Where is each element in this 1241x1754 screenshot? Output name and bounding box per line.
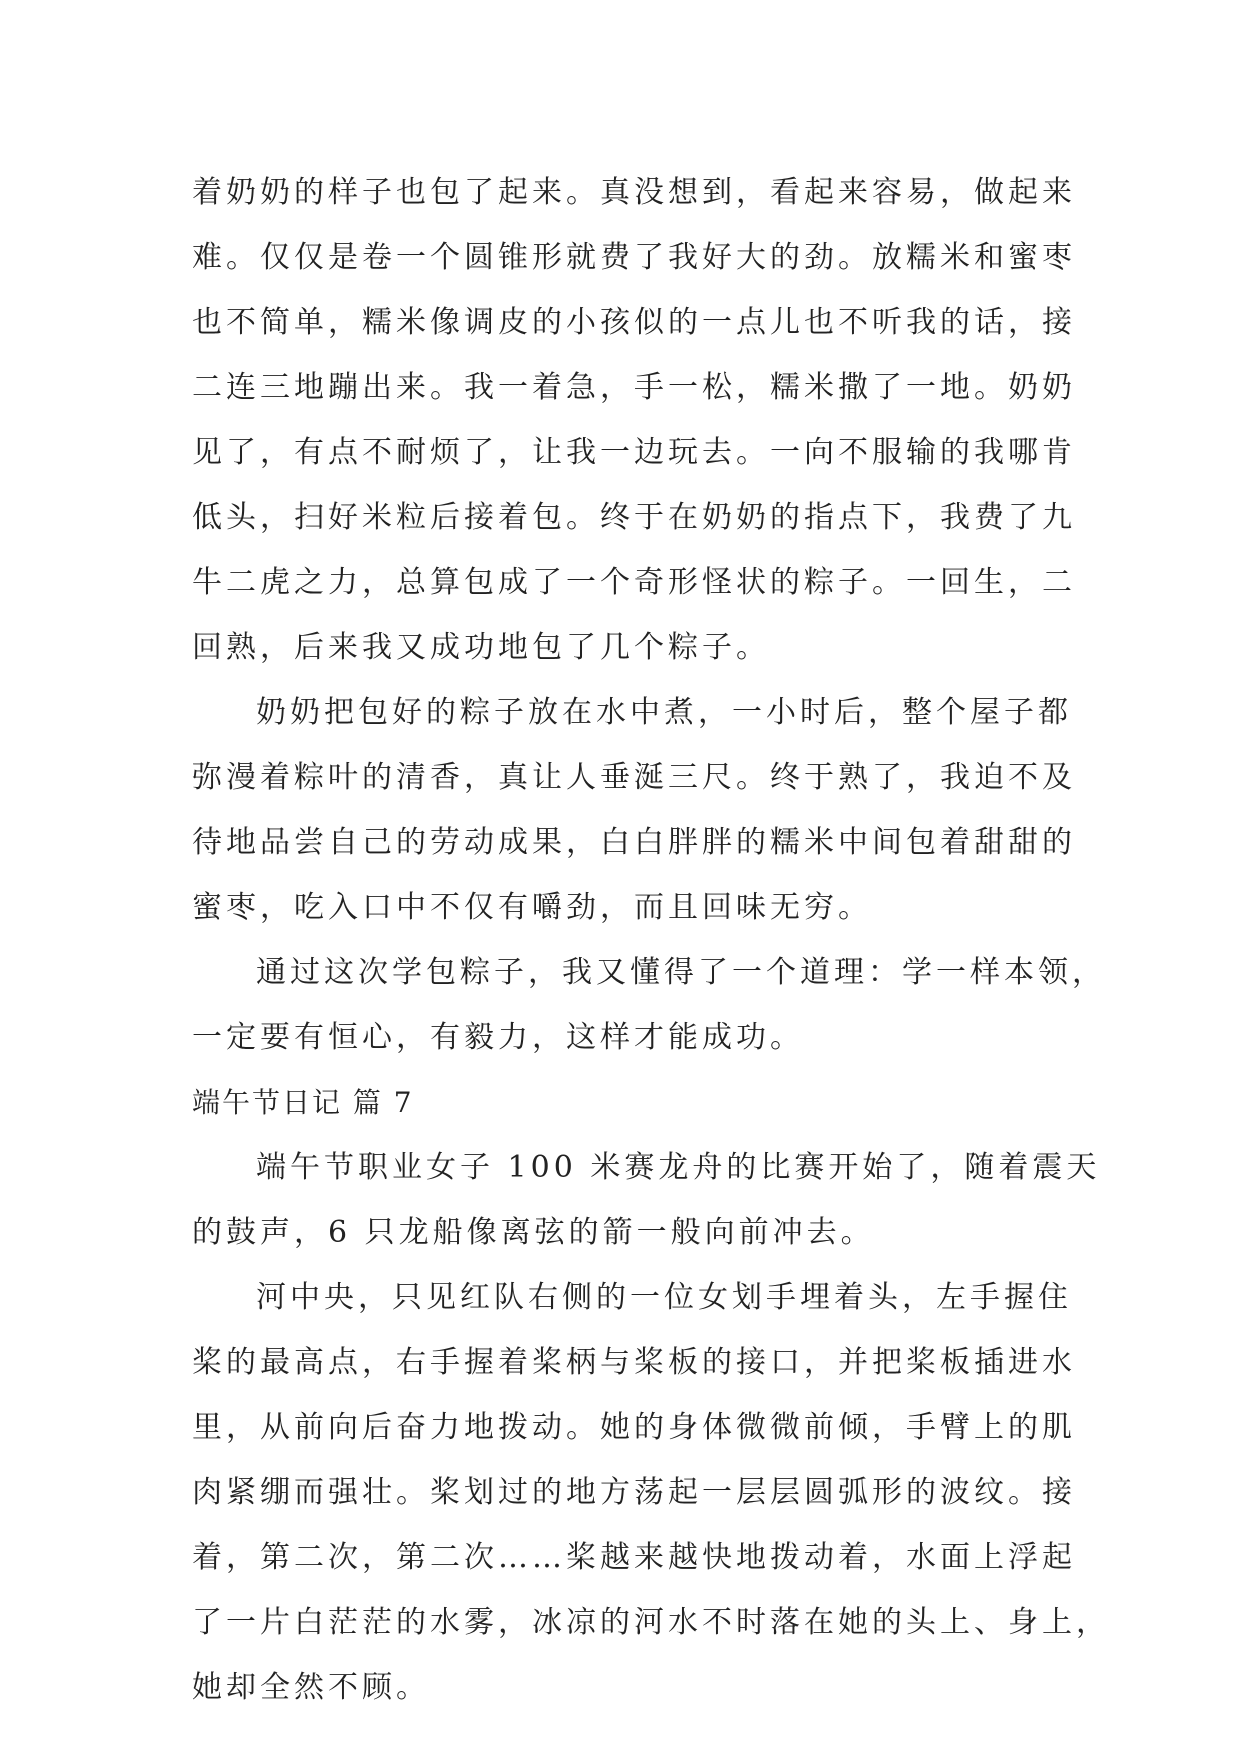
text-line: 奶奶把包好的粽子放在水中煮，一小时后，整个屋子都 (256, 695, 1072, 730)
text-line: 牛二虎之力，总算包成了一个奇形怪状的粽子。一回生，二 (192, 565, 1076, 600)
text-line: 回熟，后来我又成功地包了几个粽子。 (192, 630, 770, 665)
text-line: 的鼓声，6 只龙船像离弦的箭一般向前冲去。 (192, 1215, 875, 1250)
text-line: 着奶奶的样子也包了起来。真没想到，看起来容易，做起来 (192, 175, 1076, 210)
text-line: 河中央，只见红队右侧的一位女划手埋着头，左手握住 (256, 1280, 1072, 1315)
text-line: 待地品尝自己的劳动成果，白白胖胖的糯米中间包着甜甜的 (192, 825, 1076, 860)
paragraph-race-start (192, 1135, 1101, 1265)
paragraph-rower (192, 1265, 1110, 1720)
text-line: 她却全然不顾。 (192, 1670, 430, 1705)
text-line: 弥漫着粽叶的清香，真让人垂涎三尺。终于熟了，我迫不及 (192, 760, 1076, 795)
text-line: 了一片白茫茫的水雾，冰凉的河水不时落在她的头上、身上， (192, 1605, 1110, 1640)
text-line: 难。仅仅是卷一个圆锥形就费了我好大的劲。放糯米和蜜枣 (192, 240, 1076, 275)
text-line: 桨的最高点，右手握着桨柄与桨板的接口，并把桨板插进水 (192, 1345, 1076, 1380)
text-line: 二连三地蹦出来。我一着急，手一松，糯米撒了一地。奶奶 (192, 370, 1076, 405)
text-line: 蜜枣，吃入口中不仅有嚼劲，而且回味无穷。 (192, 890, 872, 925)
text-line: 见了，有点不耐烦了，让我一边玩去。一向不服输的我哪肯 (192, 435, 1076, 470)
text-line: 也不简单，糯米像调皮的小孩似的一点儿也不听我的话，接 (192, 305, 1076, 340)
paragraph-lesson (192, 940, 1106, 1070)
document-body (192, 160, 1110, 1720)
section-heading: 端午节日记 篇 7 (192, 1086, 414, 1119)
text-line: 着，第二次，第二次……桨越来越快地拨动着，水面上浮起 (192, 1540, 1076, 1575)
text-line: 一定要有恒心，有毅力，这样才能成功。 (192, 1020, 804, 1055)
text-line: 低头，扫好米粒后接着包。终于在奶奶的指点下，我费了九 (192, 500, 1076, 535)
text-line: 通过这次学包粽子，我又懂得了一个道理：学一样本领， (256, 955, 1106, 990)
text-line: 端午节职业女子 100 米赛龙舟的比赛开始了，随着震天 (256, 1150, 1101, 1185)
paragraph-zongzi-making (192, 160, 1076, 680)
text-line: 肉紧绷而强壮。桨划过的地方荡起一层层圆弧形的波纹。接 (192, 1475, 1076, 1510)
paragraph-cooking (192, 680, 1076, 940)
text-line: 里，从前向后奋力地拨动。她的身体微微前倾，手臂上的肌 (192, 1410, 1076, 1445)
